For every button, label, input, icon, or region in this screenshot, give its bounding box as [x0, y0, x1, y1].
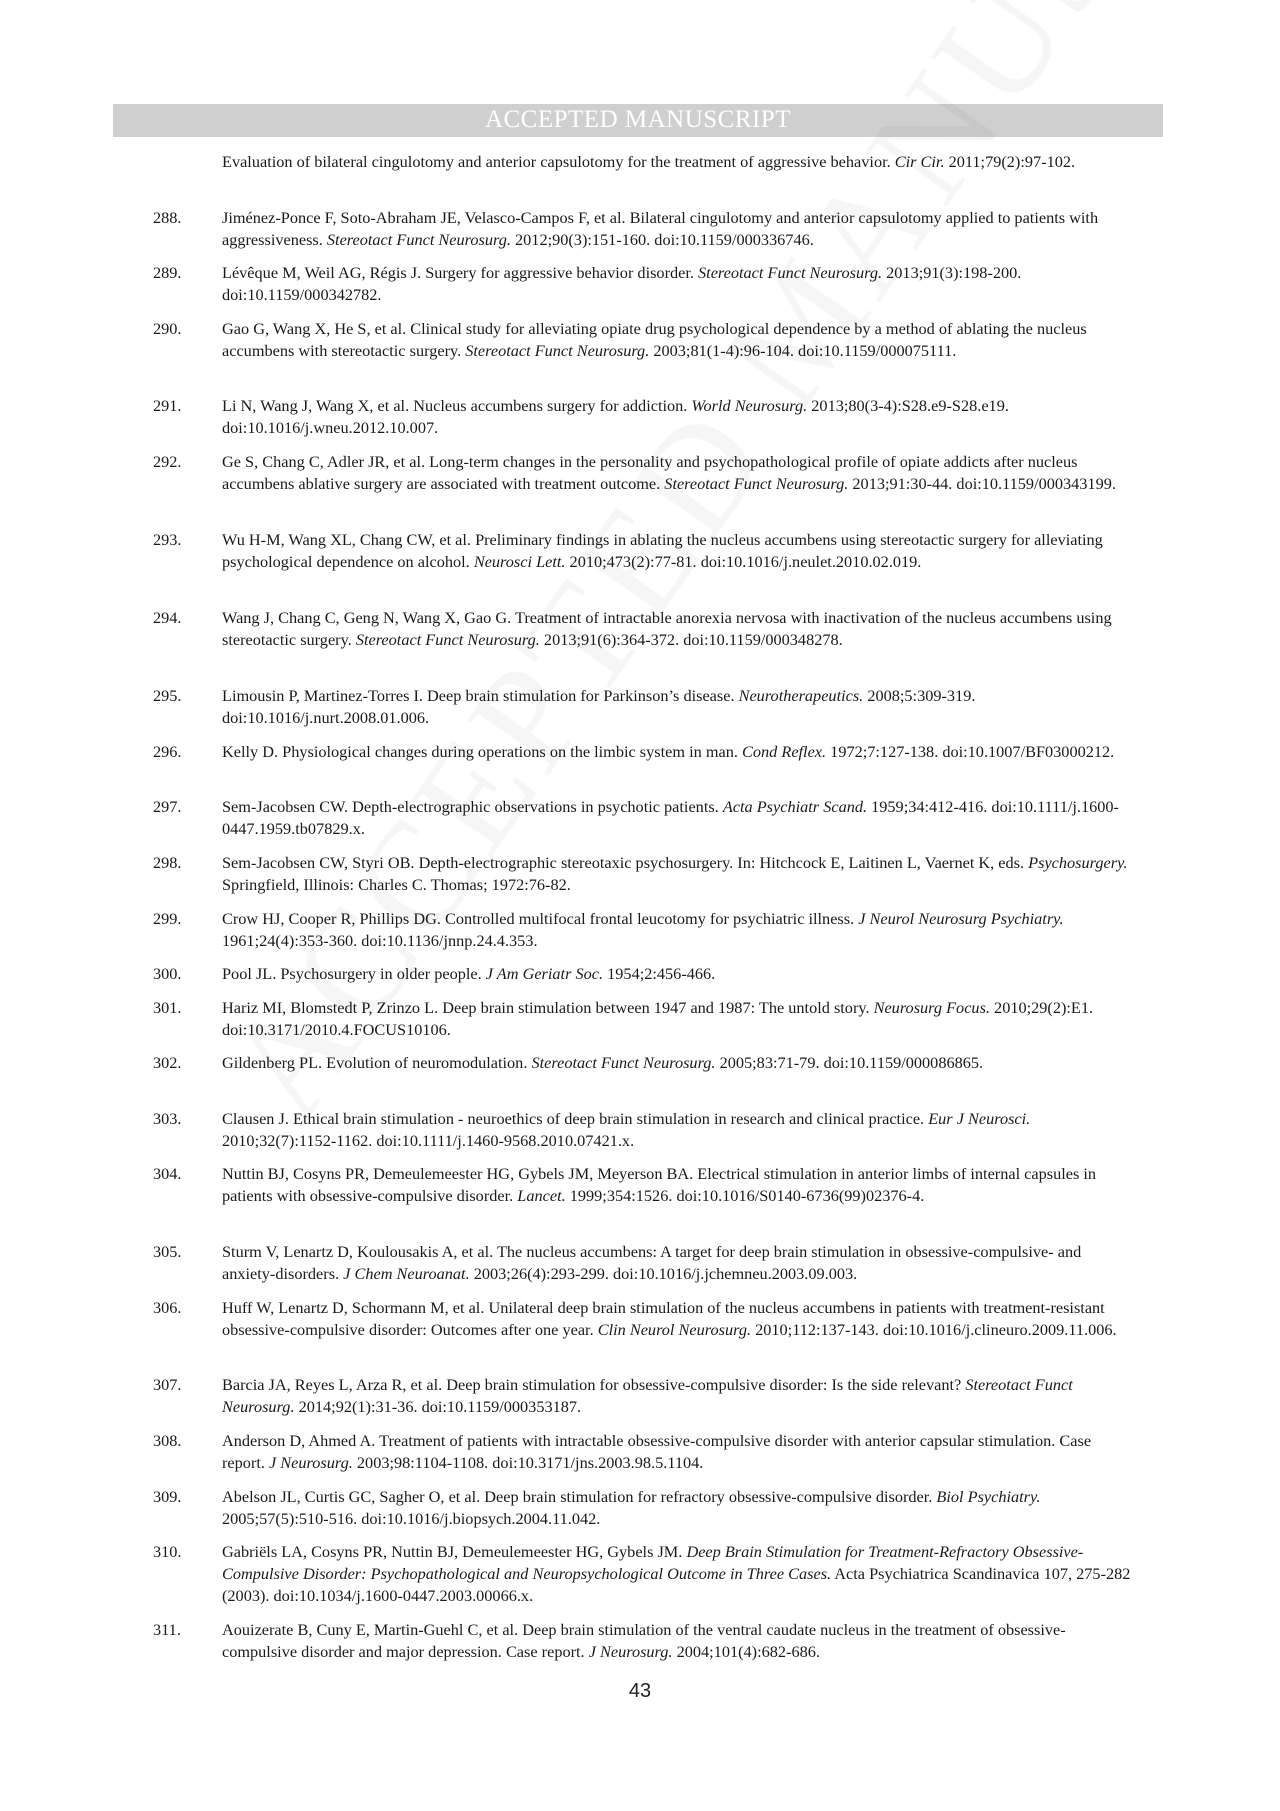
- reference-text: Aouizerate B, Cuny E, Martin-Guehl C, et al. Deep brain stimulation of the ventral caudate nucleus in the treatment of obsessive-compulsive disorder and major depression. Case report. J Neurosurg. 2004;101(4):682-686.: [222, 1620, 1066, 1661]
- reference-text: Anderson D, Ahmed A. Treatment of patients with intractable obsessive-compulsive disorder with anterior capsular stimulation. Case report. J Neurosurg. 2003;98:1104-1108. doi:10.3171/jns.2003.98.5.1104.: [222, 1431, 1092, 1472]
- reference-number: 301.: [153, 998, 182, 1017]
- reference-number: 307.: [153, 1375, 182, 1394]
- reference-number: 310.: [153, 1542, 182, 1561]
- reference-number: 303.: [153, 1109, 182, 1128]
- reference-number: 294.: [153, 608, 182, 627]
- reference-text: Sem-Jacobsen CW, Styri OB. Depth-electrographic stereotaxic psychosurgery. In: Hitchcock E, Laitinen L, Vaernet K, eds. Psychosurgery. Springfield, Illinois: Charles C. Thomas; 1972:76-82.: [222, 853, 1128, 894]
- reference-text: Gildenberg PL. Evolution of neuromodulation. Stereotact Funct Neurosurg. 2005;83:71-79. doi:10.1159/000086865.: [222, 1053, 984, 1072]
- reference-text: Sturm V, Lenartz D, Koulousakis A, et al. The nucleus accumbens: A target for deep brain stimulation in obsessive-compulsive- and anxiety-disorders. J Chem Neuroanat. 2003;26(4):293-299. doi:10.1016/j.jchemneu.2003.09.003.: [222, 1242, 1082, 1283]
- reference-number: 308.: [153, 1431, 182, 1450]
- reference-text: Sem-Jacobsen CW. Depth-electrographic observations in psychotic patients. Acta Psychiatr Scand. 1959;34:412-416. doi:10.1111/j.1600-0447.1959.tb07829.x.: [222, 797, 1119, 838]
- reference-number: 293.: [153, 530, 182, 549]
- reference-number: 290.: [153, 319, 182, 338]
- reference-text: Hariz MI, Blomstedt P, Zrinzo L. Deep brain stimulation between 1947 and 1987: The untold story. Neurosurg Focus. 2010;29(2):E1. doi:10.3171/2010.4.FOCUS10106.: [222, 998, 1094, 1039]
- reference-number: 296.: [153, 742, 182, 761]
- reference-text: Gao G, Wang X, He S, et al. Clinical study for alleviating opiate drug psychological dependence by a method of ablating the nucleus accumbens with stereotactic surgery. Stereotact Funct Neurosurg. 2003;81(1-4):96-104. doi:10.1159/000075111.: [222, 319, 1087, 360]
- reference-number: 291.: [153, 396, 182, 415]
- reference-number: 295.: [153, 686, 182, 705]
- reference-text: Pool JL. Psychosurgery in older people. J Am Geriatr Soc. 1954;2:456-466.: [222, 964, 716, 983]
- reference-number: 306.: [153, 1298, 182, 1317]
- reference-text: Kelly D. Physiological changes during operations on the limbic system in man. Cond Reflex. 1972;7:127-138. doi:10.1007/BF03000212.: [222, 742, 1115, 761]
- banner-text: ACCEPTED MANUSCRIPT: [484, 106, 792, 133]
- reference-text: Wu H-M, Wang XL, Chang CW, et al. Preliminary findings in ablating the nucleus accumbens using stereotactic surgery for alleviating psychological dependence on alcohol. Neurosci Lett. 2010;473(2):77-81. doi:10.1016/j.neulet.2010.02.019.: [222, 530, 1103, 571]
- reference-number: 298.: [153, 853, 182, 872]
- reference-number: 300.: [153, 964, 182, 983]
- reference-text: Gabriëls LA, Cosyns PR, Nuttin BJ, Demeulemeester HG, Gybels JM. Deep Brain Stimulation for Treatment-Refractory Obsessive-Compulsive Disorder: Psychopathological and Neuropsychological Outcome in Three Cases. Acta Psychiatrica Scandinavica 107, 275-282 (2003). doi:10.1034/j.1600-0447.2003.00066.x.: [222, 1542, 1131, 1605]
- reference-number: 299.: [153, 909, 182, 928]
- reference-text: Barcia JA, Reyes L, Arza R, et al. Deep brain stimulation for obsessive-compulsive disorder: Is the side relevant? Stereotact Funct Neurosurg. 2014;92(1):31-36. doi:10.1159/000353187.: [222, 1375, 1073, 1416]
- reference-text: Evaluation of bilateral cingulotomy and anterior capsulotomy for the treatment of aggressive behavior. Cir Cir. 2011;79(2):97-102.: [222, 152, 1076, 171]
- reference-text: Wang J, Chang C, Geng N, Wang X, Gao G. Treatment of intractable anorexia nervosa with inactivation of the nucleus accumbens using stereotactic surgery. Stereotact Funct Neurosurg. 2013;91(6):364-372. doi:10.1159/000348278.: [222, 608, 1112, 649]
- reference-number: 289.: [153, 263, 182, 282]
- reference-text: Clausen J. Ethical brain stimulation - neuroethics of deep brain stimulation in research and clinical practice. Eur J Neurosci. 2010;32(7):1152-1162. doi:10.1111/j.1460-9568.2010.07421.x.: [222, 1109, 1031, 1150]
- reference-number: 311.: [153, 1620, 181, 1639]
- reference-text: Lévêque M, Weil AG, Régis J. Surgery for aggressive behavior disorder. Stereotact Funct Neurosurg. 2013;91(3):198-200. doi:10.1159/000342782.: [222, 263, 1022, 304]
- reference-text: Huff W, Lenartz D, Schormann M, et al. Unilateral deep brain stimulation of the nucleus accumbens in patients with treatment-resistant obsessive-compulsive disorder: Outcomes after one year. Clin Neurol Neurosurg. 2010;112:137-143. doi:10.1016/j.clineuro.2009.11.006.: [222, 1298, 1117, 1339]
- reference-text: Li N, Wang J, Wang X, et al. Nucleus accumbens surgery for addiction. World Neurosurg. 2013;80(3-4):S28.e9-S28.e19. doi:10.1016/j.wneu.2012.10.007.: [222, 396, 1009, 437]
- reference-text: Limousin P, Martinez-Torres I. Deep brain stimulation for Parkinson’s disease. Neurotherapeutics. 2008;5:309-319. doi:10.1016/j.nurt.2008.01.006.: [222, 686, 976, 727]
- reference-text: Crow HJ, Cooper R, Phillips DG. Controlled multifocal frontal leucotomy for psychiatric illness. J Neurol Neurosurg Psychiatry. 1961;24(4):353-360. doi:10.1136/jnnp.24.4.353.: [222, 909, 1064, 950]
- reference-number: 288.: [153, 208, 182, 227]
- page-number: 43: [628, 1680, 652, 1702]
- reference-number: 297.: [153, 797, 182, 816]
- reference-number: 309.: [153, 1487, 182, 1506]
- reference-text: Abelson JL, Curtis GC, Sagher O, et al. Deep brain stimulation for refractory obsessive-compulsive disorder. Biol Psychiatry. 2005;57(5):510-516. doi:10.1016/j.biopsych.2004.11.042.: [222, 1487, 1041, 1528]
- reference-text: Nuttin BJ, Cosyns PR, Demeulemeester HG, Gybels JM, Meyerson BA. Electrical stimulation in anterior limbs of internal capsules in patients with obsessive-compulsive disorder. Lancet. 1999;354:1526. doi:10.1016/S0140-6736(99)02376-4.: [222, 1164, 1097, 1205]
- reference-text: Jiménez-Ponce F, Soto-Abraham JE, Velasco-Campos F, et al. Bilateral cingulotomy and anterior capsulotomy applied to patients with aggressiveness. Stereotact Funct Neurosurg. 2012;90(3):151-160. doi:10.1159/000336746.: [222, 208, 1099, 249]
- reference-number: 302.: [153, 1053, 182, 1072]
- reference-number: 292.: [153, 452, 182, 471]
- reference-number: 304.: [153, 1164, 182, 1183]
- reference-text: Ge S, Chang C, Adler JR, et al. Long-term changes in the personality and psychopathological profile of opiate addicts after nucleus accumbens ablative surgery are associated with treatment outcome. Stereotact Funct Neurosurg. 2013;91:30-44. doi:10.1159/000343199.: [222, 452, 1116, 493]
- reference-number: 305.: [153, 1242, 182, 1261]
